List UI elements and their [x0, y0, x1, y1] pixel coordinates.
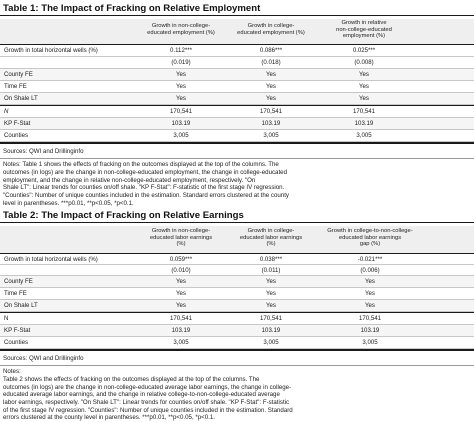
cell: 3,005 [173, 339, 189, 347]
table-row [0, 57, 474, 69]
cell: 3,005 [356, 132, 372, 140]
cell: (0.018) [261, 59, 281, 67]
cell: Yes [266, 302, 276, 310]
row-label: N [4, 315, 9, 323]
cell: 170,541 [259, 315, 283, 323]
note-line: Notes: Table 1 shows the effects of fracking on the outcomes displayed at the top of the columns. The [3, 161, 279, 169]
table-1-header-col3-line1: Growth in relative [341, 20, 387, 26]
row-label: County FE [4, 278, 33, 286]
row-label: KP F-Stat [4, 120, 31, 128]
cell: (0.008) [354, 59, 374, 67]
table-2-header-col2-line2: educated labor earnings [239, 234, 303, 241]
row-label: Growth in total horizontal wells (%) [4, 255, 98, 263]
table-2-header-blank [0, 226, 134, 253]
cell: 170,541 [169, 108, 193, 116]
cell: (0.010) [171, 266, 191, 274]
row-label: Counties [4, 339, 29, 347]
cell: Yes [176, 302, 186, 310]
table-2-grid [0, 226, 474, 351]
table-2-header-col2-line3: (%) [266, 241, 276, 248]
row-label: County FE [4, 71, 33, 79]
table-1-notes [0, 161, 474, 207]
table-row [0, 118, 474, 130]
cell: Yes [266, 71, 276, 79]
note-line: Shale LT": Linear trends for counties on/off shale. "KP F-Stat": F-statistic of the first stage IV regression. [3, 184, 285, 192]
table-1-header-col2-line2: educated employment (%) [237, 29, 305, 36]
table-2-notes [0, 368, 474, 422]
row-label: On Shale LT [4, 302, 38, 310]
note-line: outcomes (in logs) are the change in non-college-educated average labor earnings, the change in college- [3, 383, 292, 391]
table-2-bottom-rule [0, 349, 474, 350]
note-line: employment, and the change in relative non-college-educated employment, respectively. "On [3, 176, 256, 184]
note-line: errors clustered at the county level in parentheses. ***p0.01, **p<0.05, *p<0.1. [3, 414, 215, 422]
table-row [0, 69, 474, 81]
note-line: educated average labor earnings, and the change in relative college-to-non-college-educated average [3, 391, 280, 399]
table-1-header-col1 [134, 19, 228, 44]
cell: -0.021*** [357, 255, 383, 263]
cell: 170,541 [169, 315, 193, 323]
cell: 3,005 [173, 132, 189, 140]
cell: 103.19 [171, 120, 191, 128]
cell: 3,005 [263, 132, 279, 140]
cell: 103.19 [171, 327, 191, 335]
table-1 [0, 2, 474, 207]
cell: 170,541 [352, 108, 376, 116]
table-2-header-col3 [314, 226, 426, 253]
table-row [0, 265, 474, 276]
table-2-header-col2 [228, 226, 314, 253]
note-line: Notes: [3, 368, 21, 376]
table-row [0, 130, 474, 142]
cell: 3,005 [263, 339, 279, 347]
note-line: labor earnings, respectively. "On Shale LT": Linear trends for counties on/off shale. "KP F-Stat": F-statistic [3, 398, 290, 406]
row-label: Time FE [4, 83, 27, 91]
table-2-header-row [0, 226, 474, 253]
cell: 0.025*** [352, 47, 376, 55]
row-label: N [4, 108, 9, 116]
cell: Yes [365, 290, 375, 298]
cell: (0.011) [261, 266, 281, 274]
cell: Yes [176, 83, 186, 91]
cell: Yes [266, 278, 276, 286]
row-label: Time FE [4, 290, 27, 298]
table-row [0, 325, 474, 337]
cell: Yes [359, 95, 369, 103]
table-2 [0, 209, 474, 422]
cell: Yes [176, 95, 186, 103]
table-2-header-col3-line1: Growth in college-to-non-college- [327, 228, 413, 234]
cell: Yes [359, 71, 369, 79]
table-1-header-col3-line2: non-college-educated [336, 26, 392, 33]
row-label: On Shale LT [4, 95, 38, 103]
table-row [0, 93, 474, 105]
note-line: level in parentheses. ***p0.01, **p<0.05, *p<0.1. [3, 199, 134, 207]
cell: 103.19 [354, 120, 374, 128]
cell: 3,005 [362, 339, 378, 347]
table-2-sources-divider [0, 365, 474, 366]
cell: Yes [359, 83, 369, 91]
cell: Yes [266, 95, 276, 103]
table-1-header-blank [0, 19, 134, 44]
table-1-bottom-rule [0, 142, 474, 143]
cell: Yes [365, 302, 375, 310]
cell: Yes [365, 278, 375, 286]
cell: 170,541 [358, 315, 382, 323]
cell: 0.112*** [170, 47, 192, 55]
cell: (0.006) [360, 266, 380, 274]
table-row [0, 254, 474, 265]
table-row [0, 106, 474, 118]
table-row [0, 276, 474, 288]
table-2-header-col1-line3: (%) [176, 241, 186, 248]
table-2-header-col3-line2: educated labor earnings [338, 234, 402, 241]
cell: Yes [266, 290, 276, 298]
table-1-header-col3-line3: employment (%) [342, 33, 386, 40]
cell: 103.19 [261, 120, 281, 128]
table-1-header-col1-line2: educated employment (%) [147, 29, 215, 36]
table-1-sources-divider [0, 158, 474, 159]
table-2-title: Table 2: The Impact of Fracking on Relative Earnings [0, 209, 474, 223]
table-2-header-col1-line1: Growth in non-college- [151, 228, 211, 234]
cell: (0.019) [171, 59, 191, 67]
note-line: of the first stage IV regression. "Counties": Number of unique counties included in the estimation. Standard [3, 406, 293, 414]
table-1-header-col1-line1: Growth in non-college- [151, 23, 211, 29]
note-line: Table 2 shows the effects of fracking on the outcomes displayed at the top of the columns. The [3, 375, 260, 383]
row-label: KP F-Stat [4, 327, 31, 335]
table-1-header-row [0, 19, 474, 44]
cell: Yes [266, 83, 276, 91]
table-row [0, 288, 474, 300]
table-row [0, 337, 474, 349]
table-1-header-col2-line1: Growth in college- [247, 23, 295, 29]
cell: 0.059*** [169, 255, 193, 263]
table-1-title: Table 1: The Impact of Fracking on Relative Employment [0, 2, 474, 16]
table-1-header-col3 [314, 19, 414, 44]
cell: 103.19 [360, 327, 380, 335]
table-row [0, 81, 474, 93]
table-row [0, 313, 474, 325]
row-label: Growth in total horizontal wells (%) [4, 47, 98, 55]
table-row [0, 300, 474, 312]
table-2-sources: Sources: QWI and Drillinginfo [3, 354, 84, 362]
note-line: outcomes (in logs) are the change in non-college-educated employment, the change in college-educated [3, 168, 288, 176]
cell: 0.086*** [259, 47, 283, 55]
cell: 0.038*** [259, 255, 283, 263]
table-1-header-col2 [228, 19, 314, 44]
table-2-header-col3-line3: gap (%) [359, 241, 381, 248]
cell: Yes [176, 290, 186, 298]
cell: Yes [176, 71, 186, 79]
note-line: "Counties": Number of unique counties included in the estimation. Standard errors clustered at the county [3, 191, 289, 199]
cell: Yes [176, 278, 186, 286]
table-2-header-col2-line1: Growth in college- [247, 228, 295, 234]
row-label: Counties [4, 132, 29, 140]
table-2-header-col1-line2: educated labor earnings [149, 234, 213, 241]
cell: 103.19 [261, 327, 281, 335]
table-1-grid [0, 19, 474, 144]
table-1-sources: Sources: QWI and Drillinginfo [3, 147, 84, 155]
table-row [0, 45, 474, 57]
cell: 170,541 [259, 108, 283, 116]
table-2-header-col1 [134, 226, 228, 253]
